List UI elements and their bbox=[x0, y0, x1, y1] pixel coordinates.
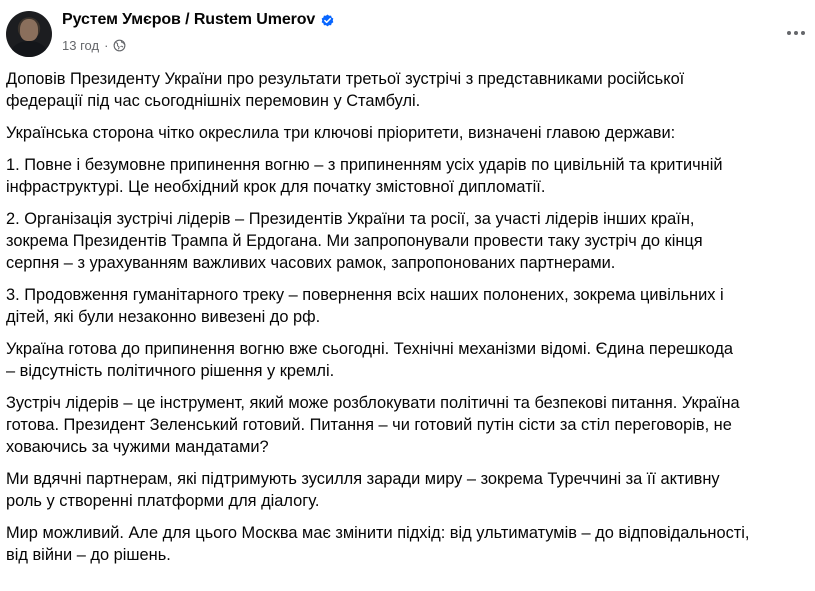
avatar-body-shape bbox=[11, 41, 47, 57]
avatar-face-shape bbox=[20, 19, 38, 41]
post-paragraph: Ми вдячні партнерам, які підтримують зусилля заради миру – зокрема Туреччині за її активну роль у створенні платформи для діалогу. bbox=[6, 470, 720, 510]
more-options-button[interactable] bbox=[781, 18, 811, 48]
post-header bbox=[0, 0, 815, 66]
post-paragraph: Зустріч лідерів – це інструмент, який може розблокувати політичні та безпекові питання. Україна готова. Президент Зеленський готовий. Питання – чи готовий путін сісти за стіл переговорів, не ховаючись за чужими мандатами? bbox=[6, 394, 740, 456]
post-timestamp[interactable]: 13 год bbox=[62, 38, 100, 53]
meta-separator: · bbox=[104, 38, 109, 53]
globe-icon[interactable] bbox=[113, 39, 126, 52]
post-meta bbox=[62, 38, 126, 53]
more-options-dot bbox=[801, 31, 805, 35]
author-name[interactable]: Рустем Умєров / Rustem Umerov bbox=[62, 11, 316, 28]
post-body bbox=[6, 68, 814, 576]
post-paragraph: 1. Повне і безумовне припинення вогню – з припиненням усіх ударів по цивільній та критичній інфраструктурі. Це необхідний крок для початку змістовної дипломатії. bbox=[6, 156, 723, 196]
author-line bbox=[62, 11, 335, 29]
post-paragraph: Українська сторона чітко окреслила три ключові пріоритети, визначені главою держави: bbox=[6, 124, 676, 142]
post-paragraph: 2. Організація зустрічі лідерів – Президентів України та росії, за участі лідерів інших країн, зокрема Президентів Трампа й Ердогана. Ми запропонували провести таку зустріч до кінця серпня – з урахуванням важливих часових рамок, запропонованих партнерами. bbox=[6, 210, 703, 272]
post-paragraph: 3. Продовження гуманітарного треку – повернення всіх наших полонених, зокрема цивільних і дітей, які були незаконно вивезені до рф. bbox=[6, 286, 724, 326]
verified-badge-icon bbox=[320, 13, 335, 28]
post-paragraph: Мир можливий. Але для цього Москва має змінити підхід: від ультиматумів – до відповідальності, від війни – до рішень. bbox=[6, 524, 750, 564]
avatar[interactable] bbox=[6, 11, 52, 57]
post-paragraph: Україна готова до припинення вогню вже сьогодні. Технічні механізми відомі. Єдина перешкода – відсутність політичного рішення у кремлі. bbox=[6, 340, 734, 380]
more-options-dot bbox=[794, 31, 798, 35]
more-options-dot bbox=[787, 31, 791, 35]
post-paragraph: Доповів Президенту України про результати третьої зустрічі з представниками російської федерації під час сьогоднішніх перемовин у Стамбулі. bbox=[6, 70, 685, 110]
